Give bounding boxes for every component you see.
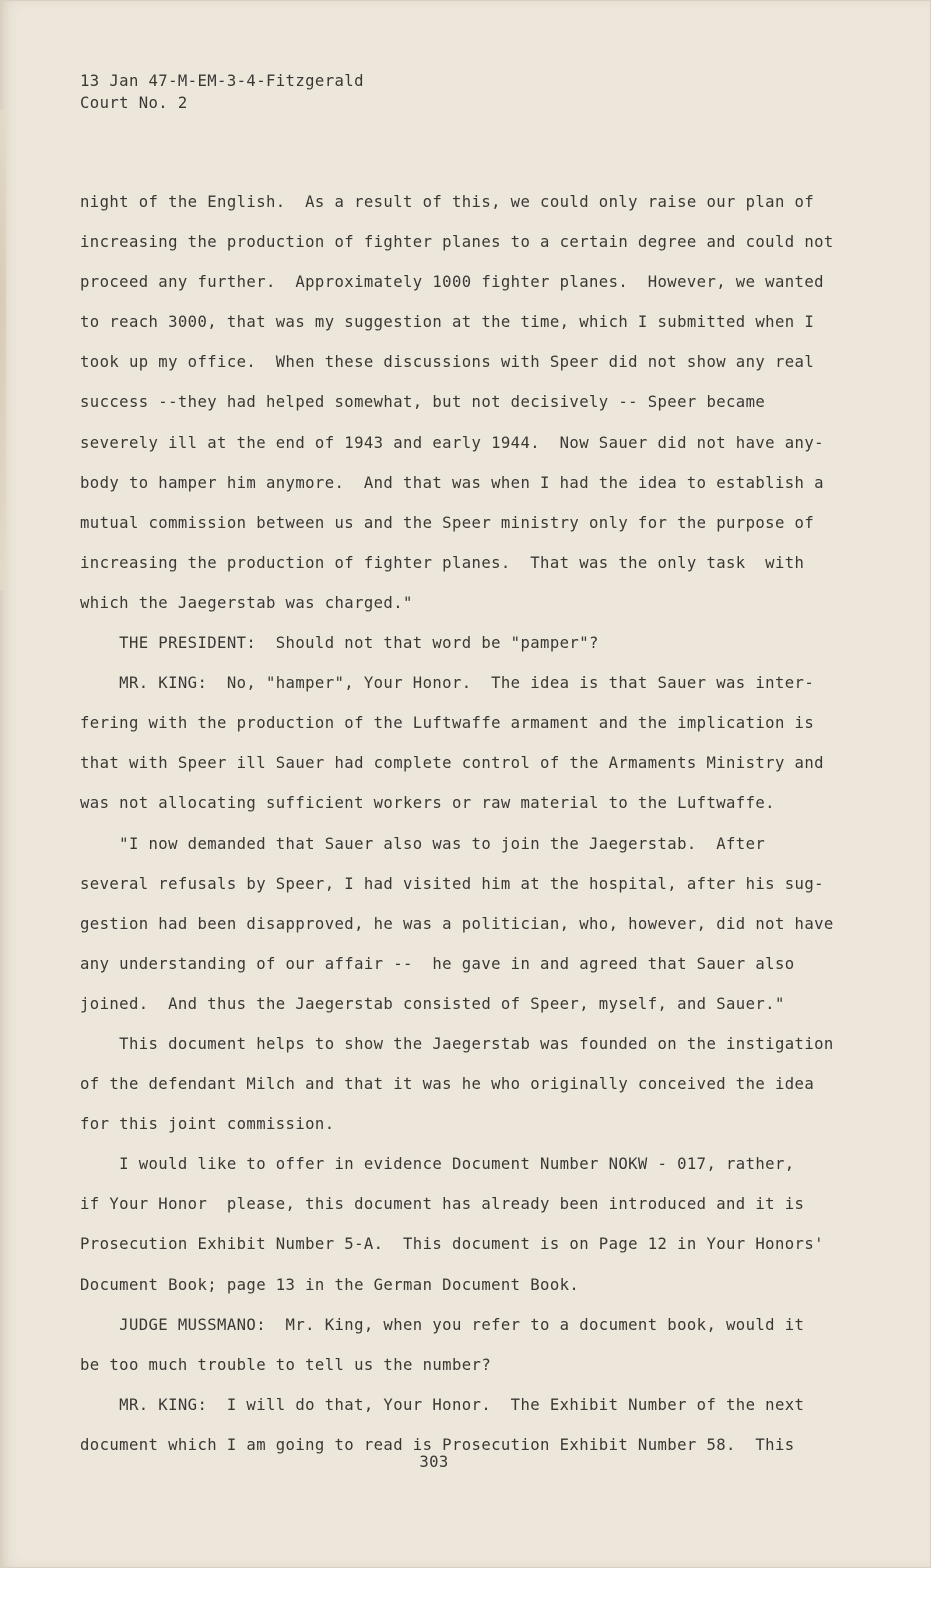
text-line: any understanding of our affair -- he gave in and agreed that Sauer also	[80, 954, 795, 973]
text-line: be too much trouble to tell us the number?	[80, 1355, 492, 1374]
text-line: severely ill at the end of 1943 and early 1944. Now Sauer did not have any-	[80, 433, 824, 452]
page-number: 303	[419, 1453, 449, 1471]
text-line: took up my office. When these discussions with Speer did not show any real	[80, 353, 815, 372]
text-line: "I now demanded that Sauer also was to join the Jaegerstab. After	[80, 834, 766, 853]
text-line: night of the English. As a result of this, we could only raise our plan of	[80, 193, 815, 211]
text-line: body to hamper him anymore. And that was when I had the idea to establish a	[80, 473, 824, 492]
text-line: if Your Honor please, this document has already been introduced and it is	[80, 1195, 805, 1214]
text-line: I would like to offer in evidence Document Number NOKW - 017, rather,	[80, 1155, 795, 1174]
text-line: increasing the production of fighter planes to a certain degree and could not	[80, 233, 834, 252]
header-case-reference: 13 Jan 47-M-EM-3-4-Fitzgerald	[80, 72, 364, 90]
text-line: MR. KING: I will do that, Your Honor. The Exhibit Number of the next	[80, 1395, 805, 1414]
text-line: success --they had helped somewhat, but not decisively -- Speer became	[80, 393, 766, 412]
text-line: gestion had been disapproved, he was a politician, who, however, did not have	[80, 914, 834, 933]
text-line: to reach 3000, that was my suggestion at the time, which I submitted when I	[80, 313, 815, 332]
text-line: THE PRESIDENT: Should not that word be "pamper"?	[80, 634, 599, 653]
text-line: of the defendant Milch and that it was he who originally conceived the idea	[80, 1075, 815, 1094]
text-line: JUDGE MUSSMANO: Mr. King, when you refer to a document book, would it	[80, 1315, 805, 1334]
header-court-number: Court No. 2	[80, 94, 188, 112]
text-line: fering with the production of the Luftwaffe armament and the implication is	[80, 714, 815, 733]
text-line: document which I am going to read is Prosecution Exhibit Number 58. This	[80, 1435, 795, 1454]
text-line: joined. And thus the Jaegerstab consisted of Speer, myself, and Sauer."	[80, 994, 785, 1013]
document-header	[80, 70, 364, 114]
transcript-body	[80, 188, 880, 1471]
text-line: proceed any further. Approximately 1000 fighter planes. However, we wanted	[80, 273, 824, 292]
text-line: was not allocating sufficient workers or raw material to the Luftwaffe.	[80, 794, 775, 813]
text-line: MR. KING: No, "hamper", Your Honor. The idea is that Sauer was inter-	[80, 674, 815, 693]
text-line: This document helps to show the Jaegerstab was founded on the instigation	[80, 1034, 834, 1053]
text-line: which the Jaegerstab was charged."	[80, 593, 413, 612]
text-line: Prosecution Exhibit Number 5-A. This document is on Page 12 in Your Honors'	[80, 1235, 824, 1254]
text-line: several refusals by Speer, I had visited him at the hospital, after his sug-	[80, 874, 824, 893]
text-line: for this joint commission.	[80, 1115, 335, 1134]
text-line: increasing the production of fighter planes. That was the only task with	[80, 553, 805, 572]
text-line: Document Book; page 13 in the German Document Book.	[80, 1275, 580, 1294]
text-line: mutual commission between us and the Speer ministry only for the purpose of	[80, 513, 815, 532]
text-line: that with Speer ill Sauer had complete control of the Armaments Ministry and	[80, 754, 824, 773]
